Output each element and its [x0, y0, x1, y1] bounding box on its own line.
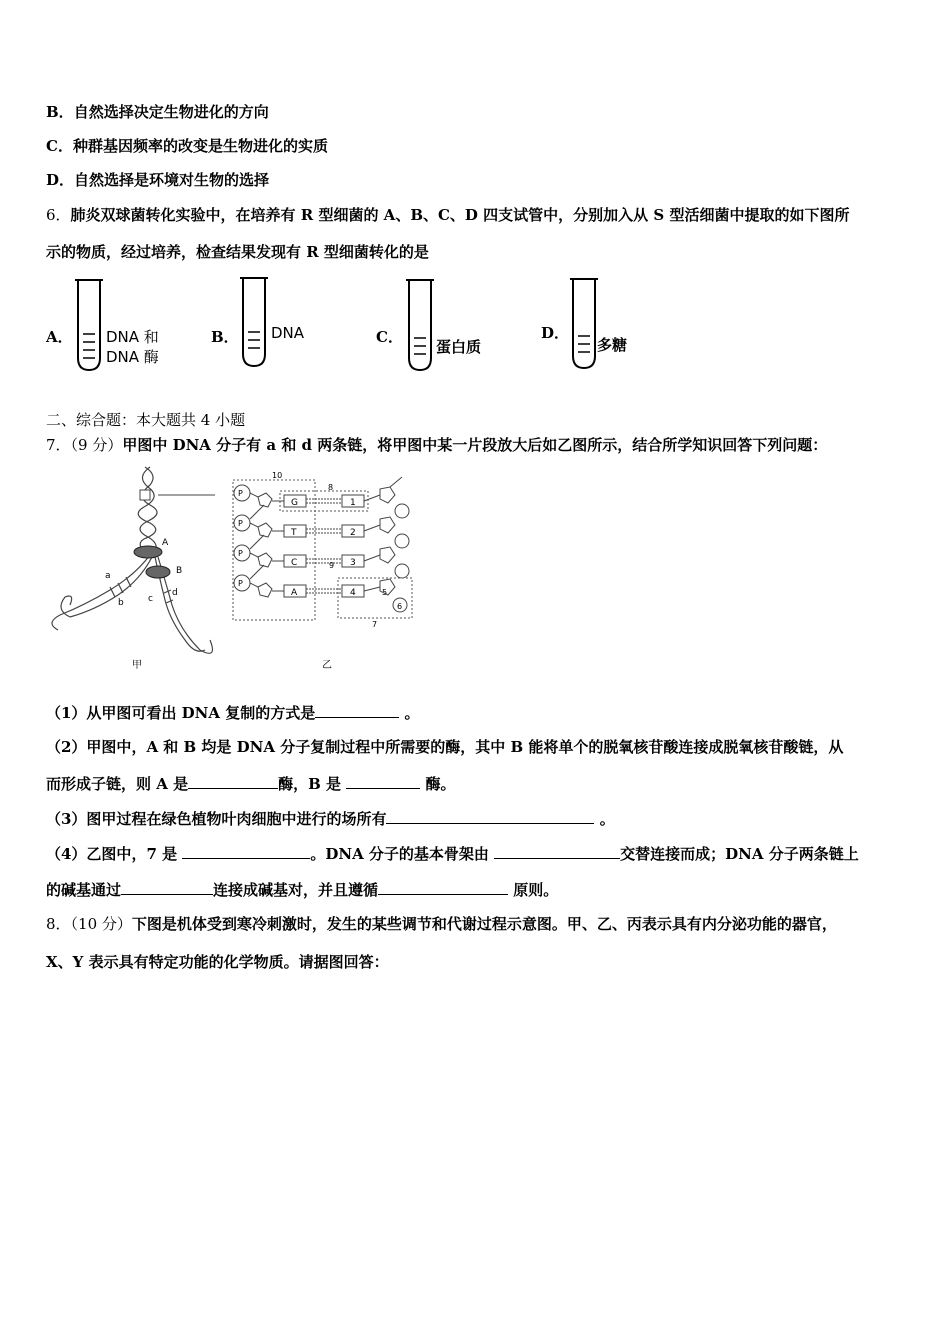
q8-stem-line1: 8．（10 分）下图是机体受到寒冷刺激时，发生的某些调节和代谢过程示意图。甲、乙、丙表示具有内分泌功能的器官， [46, 915, 837, 933]
q7-sub4-line2: 的碱基通过 连接成碱基对，并且遵循 原则。 [46, 881, 559, 899]
test-tube-icon [541, 276, 691, 376]
label-9: 9 [329, 561, 335, 570]
test-tube-icon [211, 276, 361, 376]
q7-stem: 7．（9 分）甲图中 DNA 分子有 a 和 d 两条链，将甲图中某一片段放大后如乙图所示，结合所学知识回答下列问题： [46, 436, 828, 454]
base-G: G [291, 498, 298, 508]
tube-b-letter: B． [211, 328, 239, 346]
tube-a-label1: DNA 和 [106, 328, 159, 346]
tube-a-letter: A． [46, 328, 73, 346]
figure-yi-caption: 乙 [322, 660, 332, 671]
label-3: 3 [350, 558, 356, 568]
label-5: 5 [382, 588, 388, 597]
label-10: 10 [272, 471, 283, 480]
q7-sub2-line1: （2）甲图中，A 和 B 均是 DNA 分子复制过程中所需要的酶，其中 B 能将单个的脱氧核苷酸连接成脱氧核苷酸链，从 [46, 738, 844, 756]
section-heading: 二、综合题：本大题共 4 小题 [46, 411, 246, 429]
phosphate-label: P [238, 489, 243, 498]
enzyme-a [134, 546, 162, 558]
q6-stem-line1: 6．肺炎双球菌转化实验中，在培养有 R 型细菌的 A、B、C、D 四支试管中，分别加入从 S 型活细菌中提取的如下图所 [46, 206, 850, 224]
label-2: 2 [350, 528, 356, 538]
option-d: D．自然选择是环境对生物的选择 [46, 171, 270, 189]
answer-blank[interactable] [182, 843, 310, 859]
label-7: 7 [372, 620, 378, 629]
test-tube-icon [376, 276, 526, 376]
q7-sub3: （3）图甲过程在绿色植物叶肉细胞中进行的场所有 。 [46, 810, 615, 828]
enzyme-b [146, 566, 170, 578]
q7-sub2-line2: 而形成子链，则 A 是 酶，B 是 酶。 [46, 775, 456, 793]
tube-b-label1: DNA [271, 324, 305, 342]
q8-stem-line2: X、Y 表示具有特定功能的化学物质。请据图回答： [46, 953, 389, 971]
base-C: C [291, 558, 298, 568]
label-8: 8 [328, 483, 334, 492]
tube-option-c [376, 276, 526, 376]
test-tube-icon [46, 276, 196, 376]
answer-blank[interactable] [378, 879, 508, 895]
label-A: A [162, 538, 169, 548]
base-A: A [291, 588, 298, 598]
q7-sub1: （1）从甲图可看出 DNA 复制的方式是 。 [46, 704, 420, 722]
label-d: d [172, 588, 178, 598]
answer-blank[interactable] [346, 773, 420, 789]
tube-d-label1: 多糖 [597, 336, 628, 354]
phosphate-label: P [238, 549, 243, 558]
figure-jia-caption: 甲 [132, 660, 142, 671]
label-B: B [176, 566, 183, 576]
tube-c-letter: C． [376, 328, 403, 346]
label-4: 4 [350, 588, 356, 598]
option-c: C．种群基因频率的改变是生物进化的实质 [46, 137, 328, 155]
phosphate-label: P [238, 579, 243, 588]
answer-blank[interactable] [386, 808, 594, 824]
option-b: B．自然选择决定生物进化的方向 [46, 103, 269, 121]
nucleotide-rows [234, 477, 409, 612]
tube-c-label1: 蛋白质 [436, 338, 482, 356]
label-a: a [105, 571, 111, 581]
answer-blank[interactable] [494, 843, 620, 859]
tube-d-letter: D． [541, 324, 570, 342]
tube-option-a [46, 276, 196, 376]
label-b: b [118, 598, 124, 608]
label-1: 1 [350, 498, 356, 508]
dna-replication-figure [40, 465, 460, 675]
base-T: T [291, 528, 297, 538]
tube-option-b [211, 276, 361, 376]
tube-a-label2: DNA 酶 [106, 348, 159, 366]
label-c: c [148, 594, 153, 604]
phosphate-label: P [238, 519, 243, 528]
answer-blank[interactable] [121, 879, 213, 895]
label-6: 6 [397, 602, 403, 611]
fragment-box [140, 490, 150, 500]
tube-option-d [541, 276, 691, 376]
q6-stem-line2: 示的物质，经过培养，检查结果发现有 R 型细菌转化的是 [46, 243, 429, 261]
q7-sub4-line1: （4）乙图中，7 是 。DNA 分子的基本骨架由 交替连接而成；DNA 分子两条链上 [46, 845, 859, 863]
answer-blank[interactable] [188, 773, 278, 789]
answer-blank[interactable] [315, 702, 399, 718]
